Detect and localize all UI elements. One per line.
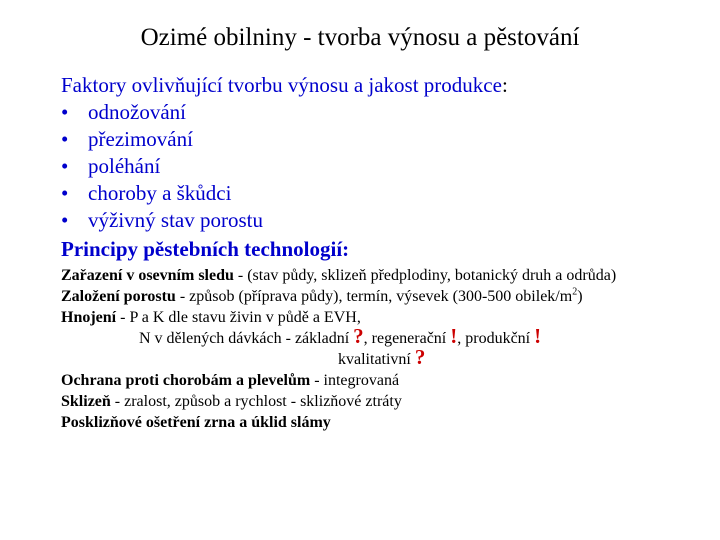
list-item <box>61 99 701 126</box>
term-ochrana: Ochrana proti chorobám a plevelům <box>61 372 311 389</box>
term-poskliz: Posklizňové ošetření zrna a úklid slámy <box>61 414 331 431</box>
factors-section <box>61 72 701 263</box>
factors-heading-colon: : <box>501 73 508 97</box>
list-item <box>61 126 701 153</box>
text-n-c: , produkční <box>457 330 535 347</box>
list-item-label: poléhání <box>88 154 161 178</box>
bullet-icon: • <box>61 208 69 232</box>
paragraph-poskliz <box>61 413 661 432</box>
list-item <box>61 153 701 180</box>
slide-title: Ozimé obilniny - tvorba výnosu a pěstování <box>140 24 580 51</box>
paragraph-hnojeni <box>61 308 661 369</box>
term-zalozeni: Založení porostu <box>61 288 176 305</box>
question-mark-icon: ? <box>353 324 364 348</box>
hnojeni-n-line <box>76 324 661 348</box>
term-zarazeni: Zařazení v osevním sledu <box>61 267 234 284</box>
bullet-icon: • <box>61 181 69 205</box>
text-zalozeni-end: ) <box>577 288 583 305</box>
text-ochrana: - integrovaná <box>310 372 400 389</box>
exclamation-mark-icon: ! <box>534 324 542 348</box>
principles-body <box>61 266 661 432</box>
bullet-icon: • <box>61 154 69 178</box>
text-zarazeni: - (stav půdy, sklizeň předplodiny, botanický druh a odrůda) <box>233 267 617 284</box>
principles-heading: Principy pěstebních technologií: <box>61 237 350 261</box>
paragraph-zalozeni <box>61 287 661 306</box>
list-item <box>61 207 701 234</box>
superscript-2: 2 <box>572 286 578 298</box>
factors-heading-text: Faktory ovlivňující tvorbu výnosu a jakost produkce <box>61 73 502 97</box>
text-sklizen: - zralost, způsob a rychlost - sklizňové ztráty <box>110 393 402 410</box>
question-mark-icon: ? <box>414 345 426 369</box>
paragraph-ochrana <box>61 371 661 390</box>
factors-heading <box>61 72 701 99</box>
factors-list <box>61 99 701 234</box>
bullet-icon: • <box>61 100 69 124</box>
text-n-b: , regenerační <box>363 330 451 347</box>
text-kval: kvalitativní <box>338 351 415 368</box>
text-zalozeni: - způsob (příprava půdy), termín, výsevek (300-500 obilek/m <box>175 288 573 305</box>
list-item-label: výživný stav porostu <box>88 208 263 232</box>
bullet-icon: • <box>61 127 69 151</box>
list-item-label: odnožování <box>88 100 186 124</box>
paragraph-sklizen <box>61 392 661 411</box>
exclamation-mark-icon: ! <box>450 324 458 348</box>
term-hnojeni: Hnojení <box>61 309 117 326</box>
text-hnojeni: - P a K dle stavu živin v půdě a EVH, <box>116 309 361 326</box>
paragraph-zarazeni <box>61 266 661 285</box>
hnojeni-kval-line <box>76 345 661 369</box>
list-item <box>61 180 701 207</box>
list-item-label: přezimování <box>88 127 193 151</box>
term-sklizen: Sklizeň <box>61 393 111 410</box>
list-item-label: choroby a škůdci <box>88 181 232 205</box>
text-n-a: N v dělených dávkách - základní <box>139 330 354 347</box>
